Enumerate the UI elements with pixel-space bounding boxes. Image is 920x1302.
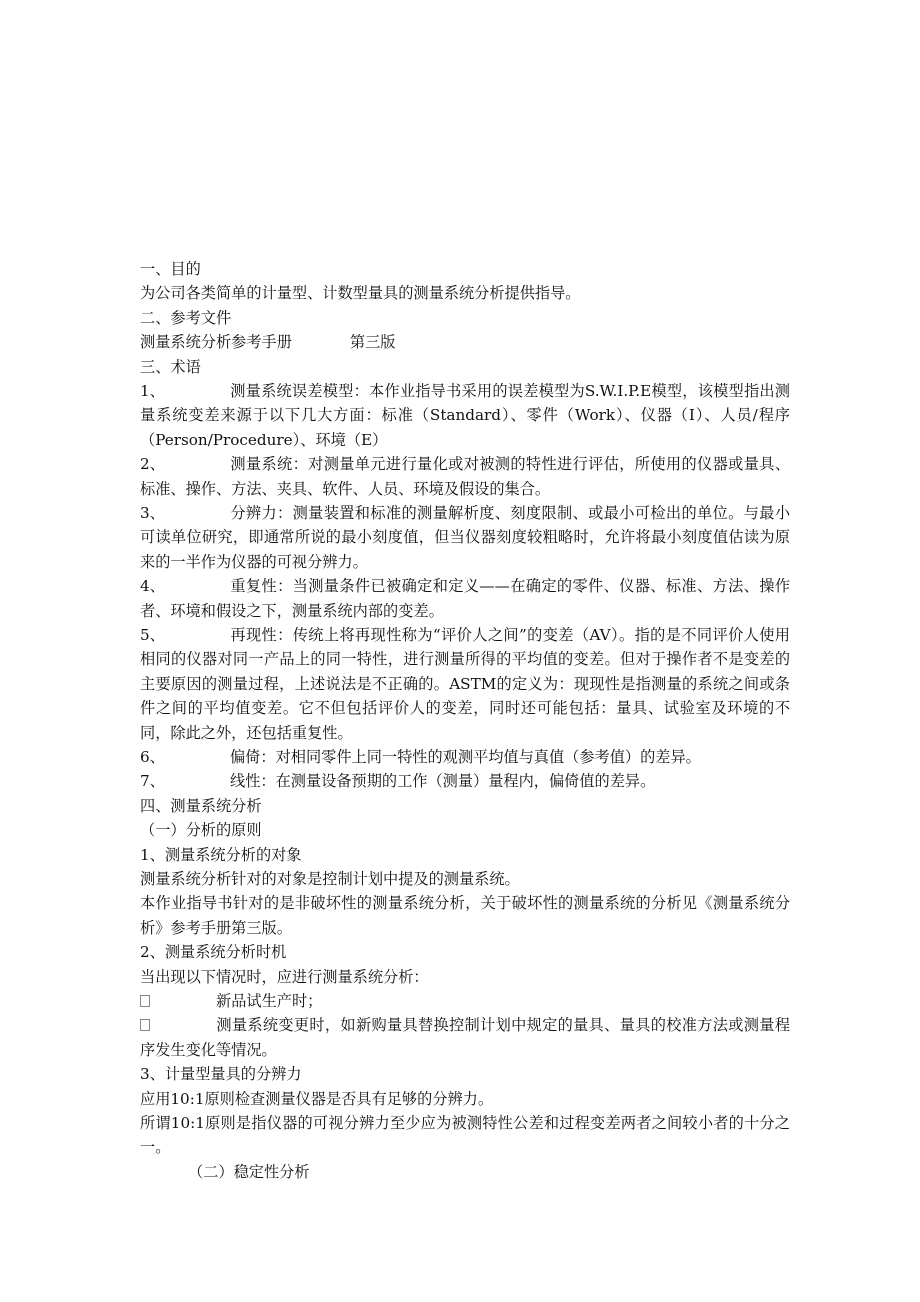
term-2 (140, 452, 790, 501)
section-2-title: 二、参考文件 (140, 308, 232, 327)
document-body (140, 257, 790, 1184)
term-5 (140, 623, 790, 745)
term-number: 3、 (140, 503, 165, 522)
term-number: 1、 (140, 381, 165, 400)
term-text: 测量系统：对测量单元进行量化或对被测的特性进行评估，所使用的仪器或量具、标准、操作、方法、夹具、软件、人员、环境及假设的集合。 (140, 455, 790, 498)
item-3-title: 3、计量型量具的分辨力 (140, 1065, 302, 1084)
term-6 (140, 745, 790, 769)
term-number: 7、 (140, 772, 165, 791)
item-3-paragraph-2: 所谓10:1原则是指仪器的可视分辨力至少应为被测特性公差和过程变差两者之间较小者的十分之一。 (140, 1114, 790, 1157)
term-text: 分辨力：测量装置和标准的测量解析度、刻度限制、或最小可检出的单位。与最小可读单位研究，即通常所说的最小刻度值，但当仪器刻度较粗略时，允许将最小刻度值估读为原来的一半作为仪器的可视分辨力。 (140, 503, 790, 571)
bullet-text: 测量系统变更时，如新购量具替换控制计划中规定的量具、量具的校准方法或测量程序发生变化等情况。 (140, 1016, 790, 1059)
reference-line (140, 330, 790, 354)
bullet-box-icon (140, 989, 216, 1013)
term-text: 线性：在测量设备预期的工作（测量）量程内，偏倚值的差异。 (230, 772, 656, 791)
item-2-paragraph-1: 当出现以下情况时，应进行测量系统分析： (140, 967, 429, 986)
term-text: 偏倚：对相同零件上同一特性的观测平均值与真值（参考值）的差异。 (230, 748, 701, 767)
term-number: 5、 (140, 626, 165, 645)
bullet-text: 新品试生产时； (216, 992, 323, 1011)
term-number: 4、 (140, 577, 165, 596)
item-1-title: 1、测量系统分析的对象 (140, 845, 302, 864)
subsection-2-title: （二）稳定性分析 (188, 1162, 310, 1181)
term-text: 测量系统误差模型：本作业指导书采用的误差模型为S.W.I.P.E模型，该模型指出测量系统变差来源于以下几大方面：标准（Standard）、零件（Work）、仪器（I）、人员/程序（Person/Procedure）、环境（E） (140, 381, 790, 449)
term-text: 重复性：当测量条件已被确定和定义——在确定的零件、仪器、标准、方法、操作者、环境和假设之下，测量系统内部的变差。 (140, 577, 790, 620)
term-4 (140, 574, 790, 623)
term-text: 再现性：传统上将再现性称为“评价人之间”的变差（AV）。指的是不同评价人使用相同的仪器对同一产品上的同一特性，进行测量所得的平均值的变差。但对于操作者不是变差的主要原因的测量过程，上述说法是不正确的。ASTM的定义为：现现性是指测量的系统之间或条件之间的平均值变差。它不但包括评价人的变差，同时还可能包括：量具、试验室及环境的不同，除此之外，还包括重复性。 (140, 626, 790, 742)
subsection-1-title: （一）分析的原则 (140, 821, 262, 840)
item-3-paragraph-1: 应用10:1原则检查测量仪器是否具有足够的分辨力。 (140, 1089, 494, 1108)
bullet-item-2 (140, 1013, 790, 1062)
bullet-item-1 (140, 989, 790, 1013)
item-1-paragraph-2: 本作业指导书针对的是非破坏性的测量系统分析，关于破坏性的测量系统的分析见《测量系统分析》参考手册第三版。 (140, 894, 790, 937)
reference-edition: 第三版 (349, 333, 396, 352)
term-7 (140, 769, 790, 793)
term-3 (140, 501, 790, 574)
term-1 (140, 379, 790, 452)
bullet-box-icon (140, 1013, 216, 1037)
term-number: 6、 (140, 748, 165, 767)
reference-name: 测量系统分析参考手册 (140, 333, 292, 352)
section-3-title: 三、术语 (140, 357, 201, 376)
section-1-title: 一、目的 (140, 260, 201, 278)
item-1-paragraph-1: 测量系统分析针对的对象是控制计划中提及的测量系统。 (140, 870, 520, 889)
section-1-text: 为公司各类简单的计量型、计数型量具的测量系统分析提供指导。 (140, 284, 581, 303)
term-number: 2、 (140, 455, 165, 474)
section-4-title: 四、测量系统分析 (140, 796, 262, 815)
item-2-title: 2、测量系统分析时机 (140, 943, 287, 962)
